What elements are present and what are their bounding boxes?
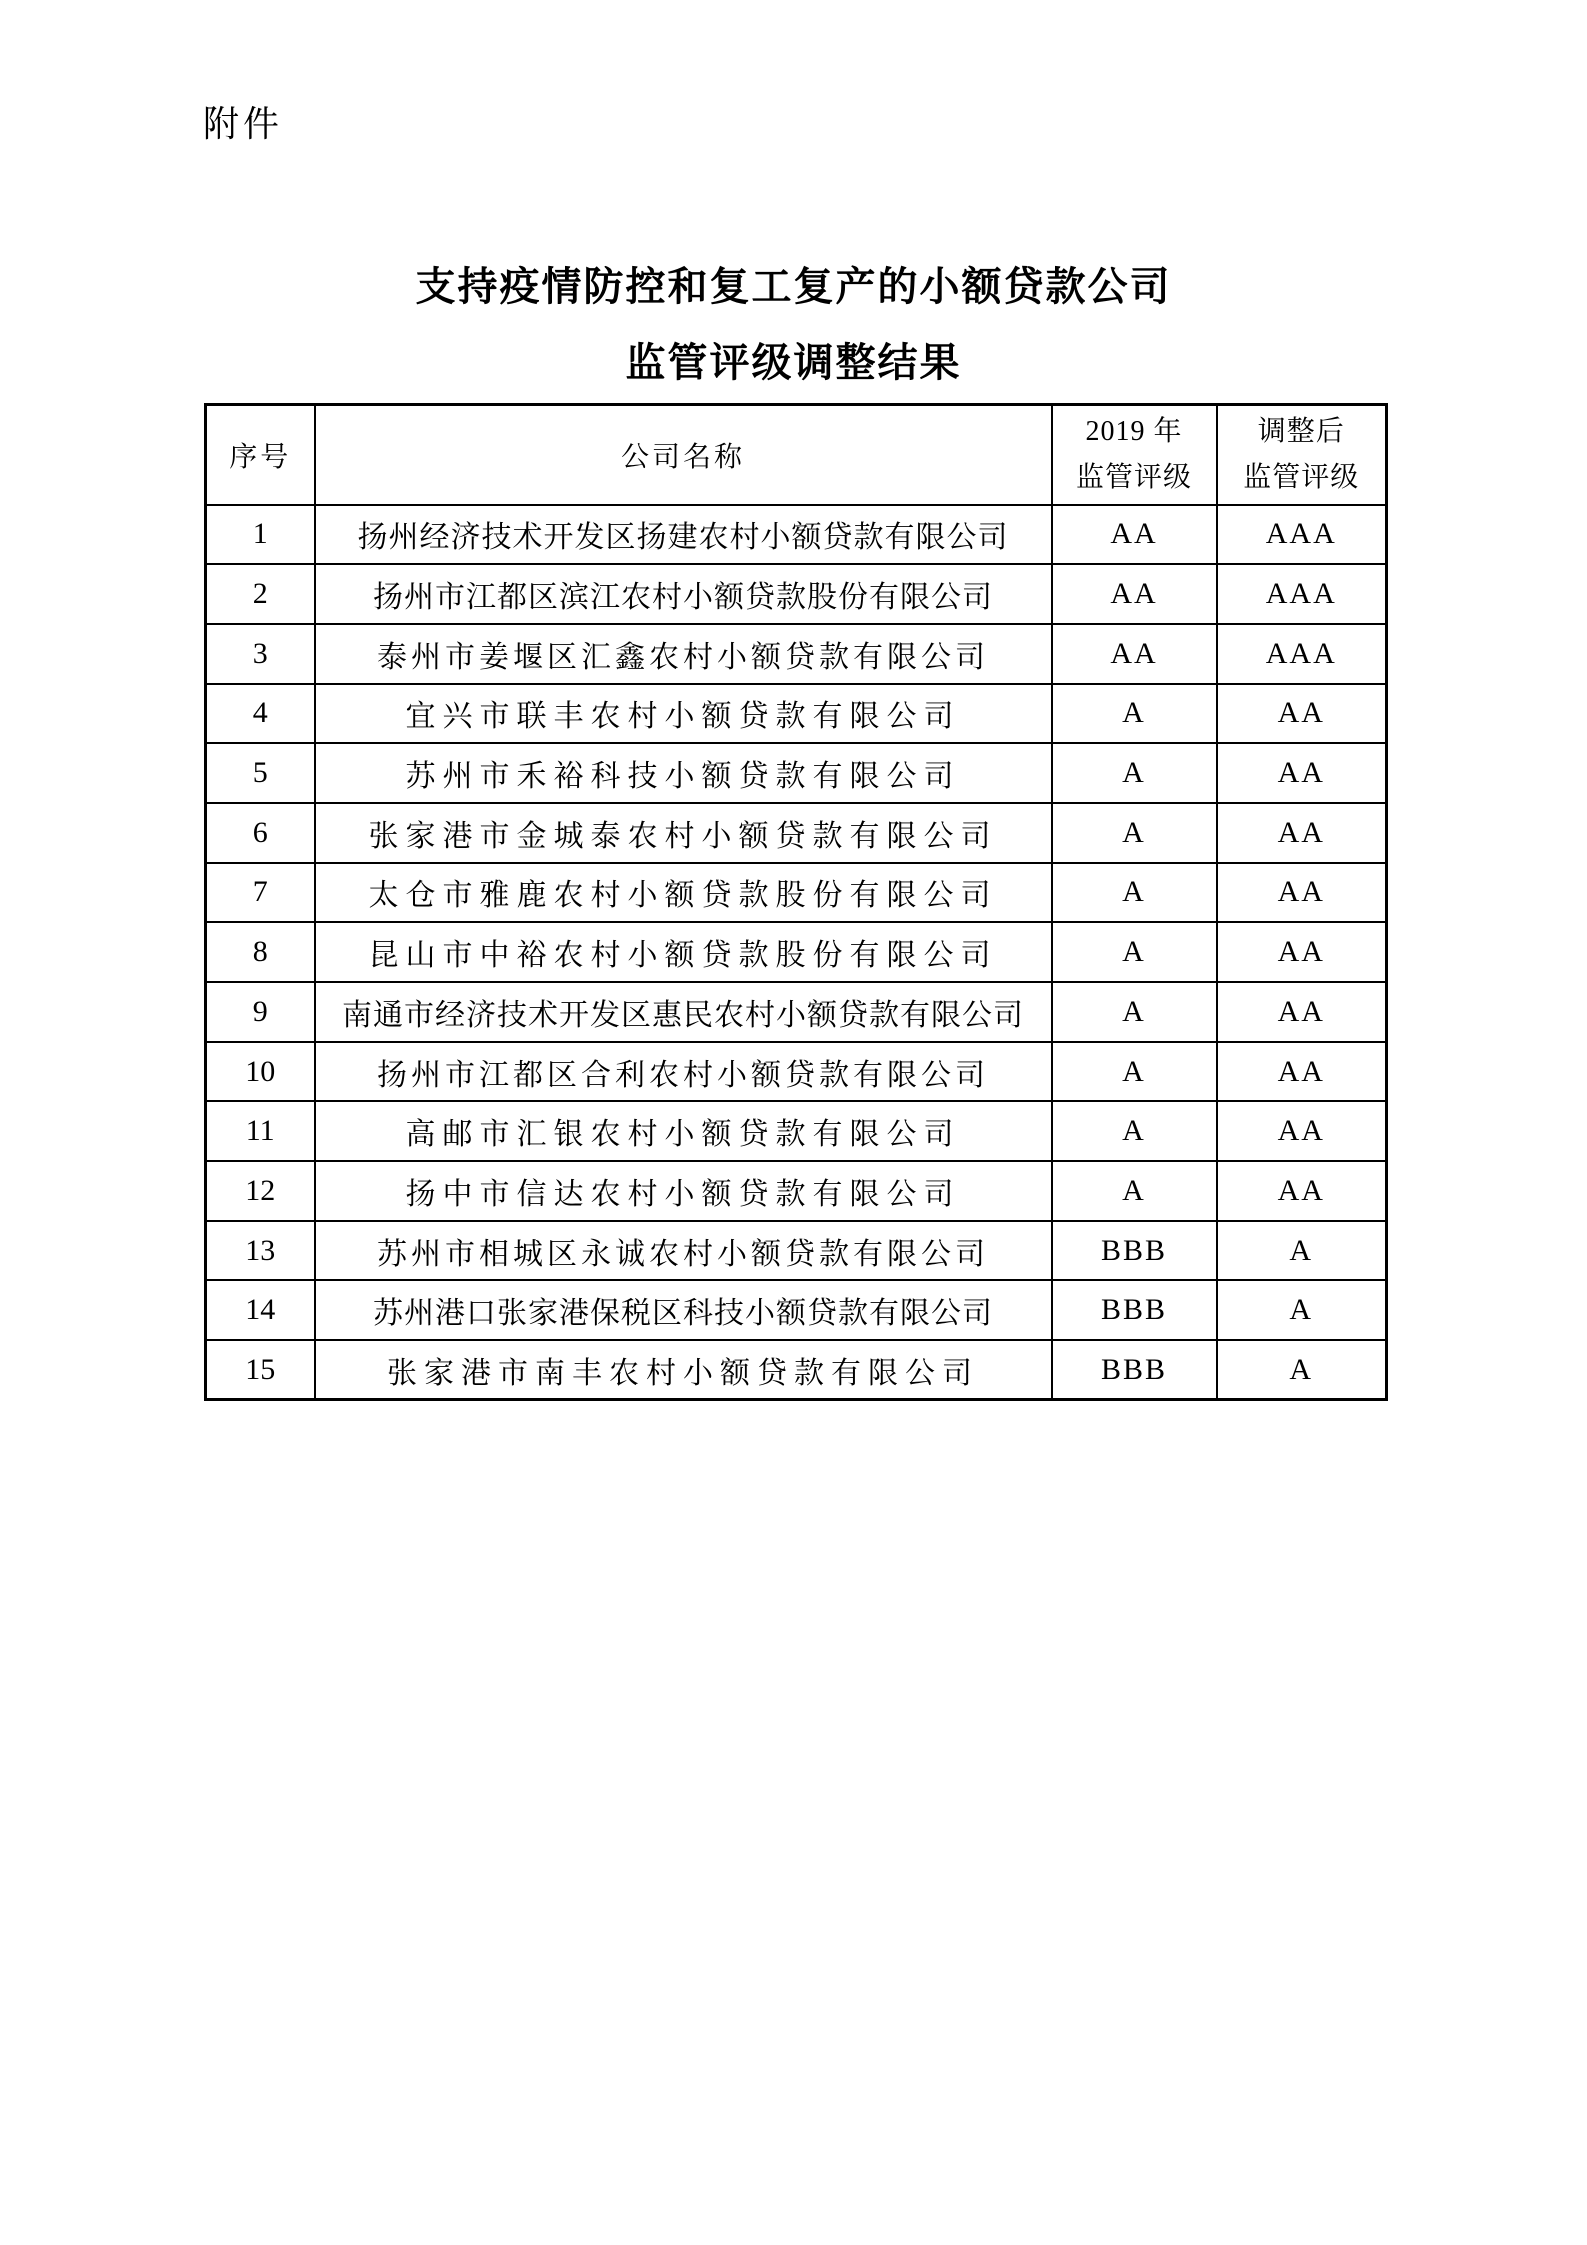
company-name-cell: 宜兴市联丰农村小额贷款有限公司 [315,684,1052,744]
rating-2019-cell: A [1052,803,1217,863]
table-row [206,863,1387,923]
row-index-cell: 9 [206,982,315,1042]
company-name-cell: 南通市经济技术开发区惠民农村小额贷款有限公司 [315,982,1052,1042]
rating-adjusted-cell: AA [1217,1042,1387,1102]
header-rating-adjusted-line2: 监管评级 [1243,461,1360,493]
rating-2019-cell: AA [1052,624,1217,684]
company-name-cell: 扬州市江都区合利农村小额贷款有限公司 [315,1042,1052,1102]
company-name-cell: 昆山市中裕农村小额贷款股份有限公司 [315,922,1052,982]
company-name-cell: 高邮市汇银农村小额贷款有限公司 [315,1101,1052,1161]
header-rating-2019 [1052,405,1217,505]
title-line-2: 监管评级调整结果 [625,340,962,385]
attachment-label: 附件 [203,103,284,144]
header-rating-adjusted [1217,405,1387,505]
rating-adjusted-cell: AAA [1217,624,1387,684]
company-name-cell: 张家港市金城泰农村小额贷款有限公司 [315,803,1052,863]
rating-2019-cell: BBB [1052,1340,1217,1400]
row-index-cell: 15 [206,1340,315,1400]
header-index: 序号 [206,405,315,505]
rating-adjusted-cell: AA [1217,1161,1387,1221]
row-index-cell: 8 [206,922,315,982]
rating-adjusted-cell: AAA [1217,505,1387,565]
company-name-cell: 扬中市信达农村小额贷款有限公司 [315,1161,1052,1221]
rating-2019-cell: A [1052,1161,1217,1221]
rating-adjusted-cell: AA [1217,684,1387,744]
row-index-cell: 5 [206,743,315,803]
row-index-cell: 10 [206,1042,315,1102]
row-index-cell: 12 [206,1161,315,1221]
rating-adjusted-cell: AA [1217,803,1387,863]
row-index-cell: 7 [206,863,315,923]
row-index-cell: 14 [206,1280,315,1340]
table-row [206,1042,1387,1102]
company-name-cell: 泰州市姜堰区汇鑫农村小额贷款有限公司 [315,624,1052,684]
company-name-cell: 扬州经济技术开发区扬建农村小额贷款有限公司 [315,505,1052,565]
header-rating-2019-line2: 监管评级 [1075,461,1192,493]
rating-2019-cell: AA [1052,505,1217,565]
rating-adjusted-cell: AA [1217,1101,1387,1161]
rating-2019-cell: BBB [1052,1280,1217,1340]
row-index-cell: 4 [206,684,315,744]
rating-2019-cell: A [1052,684,1217,744]
rating-adjusted-cell: AA [1217,863,1387,923]
rating-adjusted-cell: AAA [1217,564,1387,624]
table-row [206,1340,1387,1400]
document-title [0,262,1587,414]
header-rating-adjusted-line1: 调整后 [1257,415,1345,447]
company-name-cell: 扬州市江都区滨江农村小额贷款股份有限公司 [315,564,1052,624]
table-row [206,1161,1387,1221]
rating-2019-cell: AA [1052,564,1217,624]
company-name-cell: 张家港市南丰农村小额贷款有限公司 [315,1340,1052,1400]
rating-2019-cell: A [1052,743,1217,803]
rating-2019-cell: A [1052,982,1217,1042]
rating-2019-cell: A [1052,1101,1217,1161]
row-index-cell: 2 [206,564,315,624]
company-name-cell: 太仓市雅鹿农村小额贷款股份有限公司 [315,863,1052,923]
table-body [206,505,1387,1400]
row-index-cell: 11 [206,1101,315,1161]
rating-adjusted-cell: A [1217,1280,1387,1340]
rating-adjusted-cell: AA [1217,922,1387,982]
row-index-cell: 13 [206,1221,315,1281]
header-rating-2019-line1: 2019 年 [1085,415,1183,447]
table-row [206,624,1387,684]
table-row [206,743,1387,803]
rating-adjusted-cell: AA [1217,743,1387,803]
rating-2019-cell: BBB [1052,1221,1217,1281]
row-index-cell: 3 [206,624,315,684]
rating-adjusted-cell: A [1217,1340,1387,1400]
table-row [206,1280,1387,1340]
table-row [206,982,1387,1042]
ratings-table [204,403,1388,1401]
rating-2019-cell: A [1052,922,1217,982]
rating-2019-cell: A [1052,863,1217,923]
table-row [206,505,1387,565]
table-row [206,1221,1387,1281]
table-row [206,922,1387,982]
table-row [206,564,1387,624]
header-company-name: 公司名称 [315,405,1052,505]
row-index-cell: 6 [206,803,315,863]
company-name-cell: 苏州港口张家港保税区科技小额贷款有限公司 [315,1280,1052,1340]
table-row [206,803,1387,863]
title-line-1: 支持疫情防控和复工复产的小额贷款公司 [415,264,1172,309]
company-name-cell: 苏州市禾裕科技小额贷款有限公司 [315,743,1052,803]
rating-adjusted-cell: AA [1217,982,1387,1042]
rating-adjusted-cell: A [1217,1221,1387,1281]
company-name-cell: 苏州市相城区永诚农村小额贷款有限公司 [315,1221,1052,1281]
table-header-row [206,405,1387,505]
row-index-cell: 1 [206,505,315,565]
rating-2019-cell: A [1052,1042,1217,1102]
table-row [206,1101,1387,1161]
table-row [206,684,1387,744]
